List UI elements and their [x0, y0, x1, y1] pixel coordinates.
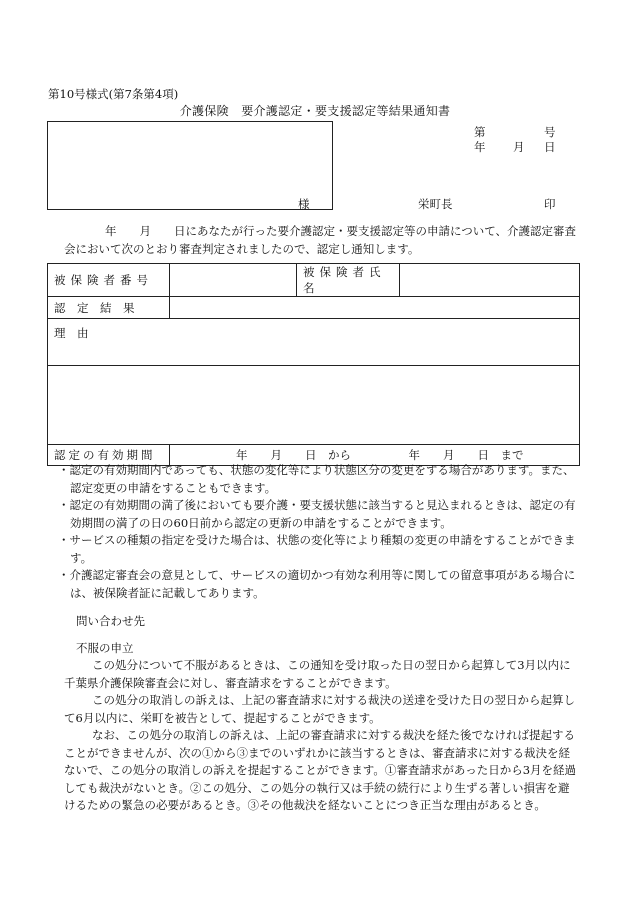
lead-text: 年 月 日にあなたが行った要介護認定・要支援認定等の申請について、介護認定審査会において次のとおり審査判定されましたので、認定し通知します。 — [64, 224, 577, 256]
validity-value: 年 月 日 から 年 月 日 まで — [170, 445, 580, 466]
note-item: ・サービスの種類の指定を受けた場合は、状態の変化等により種類の変更の申請をすることができます。 — [58, 533, 576, 565]
objection-paragraph-2: この処分の取消しの訴えは、上記の審査請求に対する裁決の送達を受けた日の翌日から起算して6月以内に、栄町を被告として、提起することができます。 — [64, 693, 575, 725]
address-box — [47, 121, 333, 210]
issue-day-label: 日 — [544, 140, 556, 154]
notes-list — [58, 462, 578, 602]
issue-number-prefix: 第 — [474, 125, 486, 139]
mayor-title: 栄町長 — [418, 197, 453, 211]
insured-name-label: 被保険者氏名 — [297, 264, 400, 297]
issue-year-label: 年 — [474, 140, 486, 154]
insured-number-label: 被保険者番号 — [48, 264, 170, 297]
form-number: 第10号様式(第7条第4項) — [48, 87, 179, 101]
issue-month-label: 月 — [513, 140, 525, 154]
seal-mark: 印 — [544, 197, 556, 211]
inquiry-label: 問い合わせ先 — [76, 614, 145, 628]
addressee-honorific: 様 — [298, 197, 310, 211]
issue-number-suffix: 号 — [544, 125, 556, 139]
reason-label: 理 由 — [48, 319, 580, 366]
objection-heading: 不服の申立 — [76, 641, 134, 655]
result-label: 認 定 結 果 — [48, 297, 170, 319]
reason-body — [48, 366, 580, 445]
document-title: 介護保険 要介護認定・要支援認定等結果通知書 — [179, 104, 451, 118]
result-value — [170, 297, 580, 319]
validity-label: 認定の有効期間 — [48, 445, 170, 466]
note-item: ・認定の有効期間内であっても、状態の変化等により状態区分の変更をする場合があります。また、認定変更の申請をすることもできます。 — [58, 463, 575, 495]
insured-number-value — [170, 264, 297, 297]
objection-paragraph-1: この処分について不服があるときは、この通知を受け取った日の翌日から起算して3月以内に千葉県介護保険審査会に対し、審査請求をすることができます。 — [64, 658, 571, 690]
objection-paragraph-3: なお、この処分の取消しの訴えは、上記の審査請求に対する裁決を経た後でなければ提起することができませんが、次の①から③までのいずれかに該当するときは、審査請求に対する裁決を経ないで、この処分の取消しの訴えを提起することができます。①審査請求があった日から3月を経過しても裁決がないとき。②この処分、この処分の執行又は手続の続行により生ずる著しい損害を避けるための緊急の必要があるとき。③その他裁決を経ないことにつき正当な理由があるとき。 — [64, 728, 577, 812]
note-item: ・介護認定審査会の意見として、サービスの適切かつ有効な利用等に関しての留意事項がある場合には、被保険者証に記載してあります。 — [58, 568, 576, 600]
note-item: ・認定の有効期間の満了後においても要介護・要支援状態に該当すると見込まれるときは、認定の有効期間の満了の日の60日前から認定の更新の申請をすることができます。 — [58, 498, 576, 530]
result-table — [47, 263, 580, 466]
insured-name-value — [400, 264, 580, 297]
